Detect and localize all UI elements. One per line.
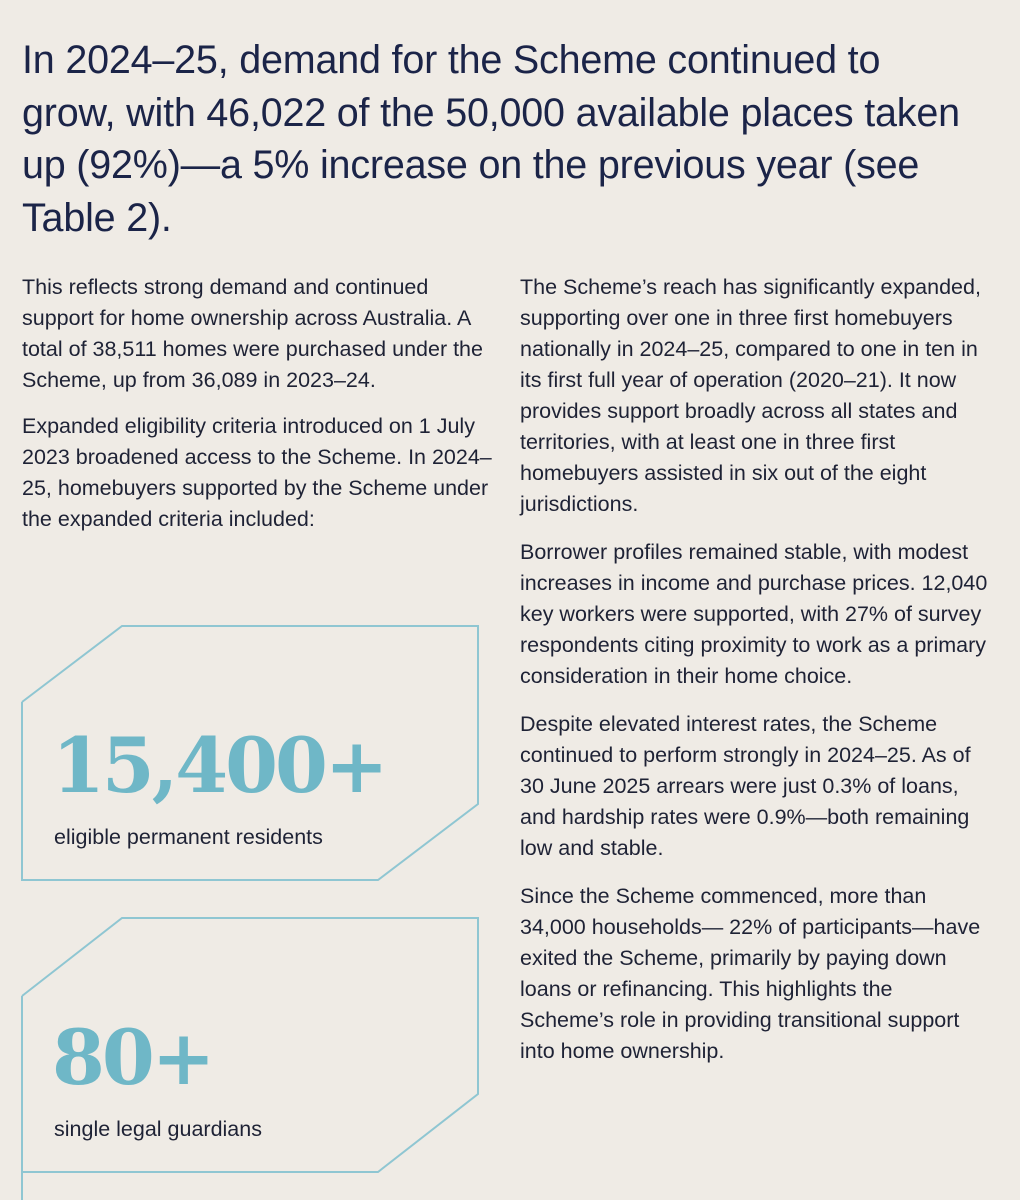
right-paragraph-1: The Scheme’s reach has significantly expanded, supporting over one in three first homebuyers nationally in 2024–25, compared to one in ten in its first full year of operation (2020–21). It now provides support broadly across all states and territories, with at least one in three first homebuyers assisted in six out of the eight jurisdictions. — [520, 275, 981, 516]
right-paragraph-2: Borrower profiles remained stable, with modest increases in income and purchase prices. 12,040 key workers were supported, with 27% of survey respondents citing proximity to work as a primary consideration in their home choice. — [520, 540, 988, 688]
stat-number-legal-guardians: 80+ — [52, 1013, 213, 1102]
right-paragraph-3: Despite elevated interest rates, the Scheme continued to perform strongly in 2024–25. As of 30 June 2025 arrears were just 0.3% of loans, and hardship rates were 0.9%—both remaining low and stable. — [520, 712, 971, 860]
left-paragraph-1: This reflects strong demand and continued support for home ownership across Australia. A total of 38,511 homes were purchased under the Scheme, up from 36,089 in 2023–24. — [22, 275, 483, 392]
left-paragraph-2: Expanded eligibility criteria introduced on 1 July 2023 broadened access to the Scheme. In 2024–25, homebuyers supported by the Scheme under the expanded criteria included: — [22, 414, 492, 531]
right-column — [520, 272, 990, 1067]
stat-number-permanent-residents: 15,400+ — [52, 721, 386, 810]
stat-label-legal-guardians: single legal guardians — [54, 1117, 262, 1141]
headline: In 2024–25, demand for the Scheme continued to grow, with 46,022 of the 50,000 available places taken up (92%)—a 5% increase on the previous year (see Table 2). — [22, 38, 960, 240]
stats-panel — [0, 600, 490, 1200]
right-paragraph-4: Since the Scheme commenced, more than 34,000 households— 22% of participants—have exited the Scheme, primarily by paying down loans or refinancing. This highlights the Scheme’s role in providing transitional support into home ownership. — [520, 884, 981, 1063]
left-column — [22, 272, 492, 535]
stats-frame-outline — [0, 600, 490, 1200]
stat-label-permanent-residents: eligible permanent residents — [54, 825, 323, 849]
